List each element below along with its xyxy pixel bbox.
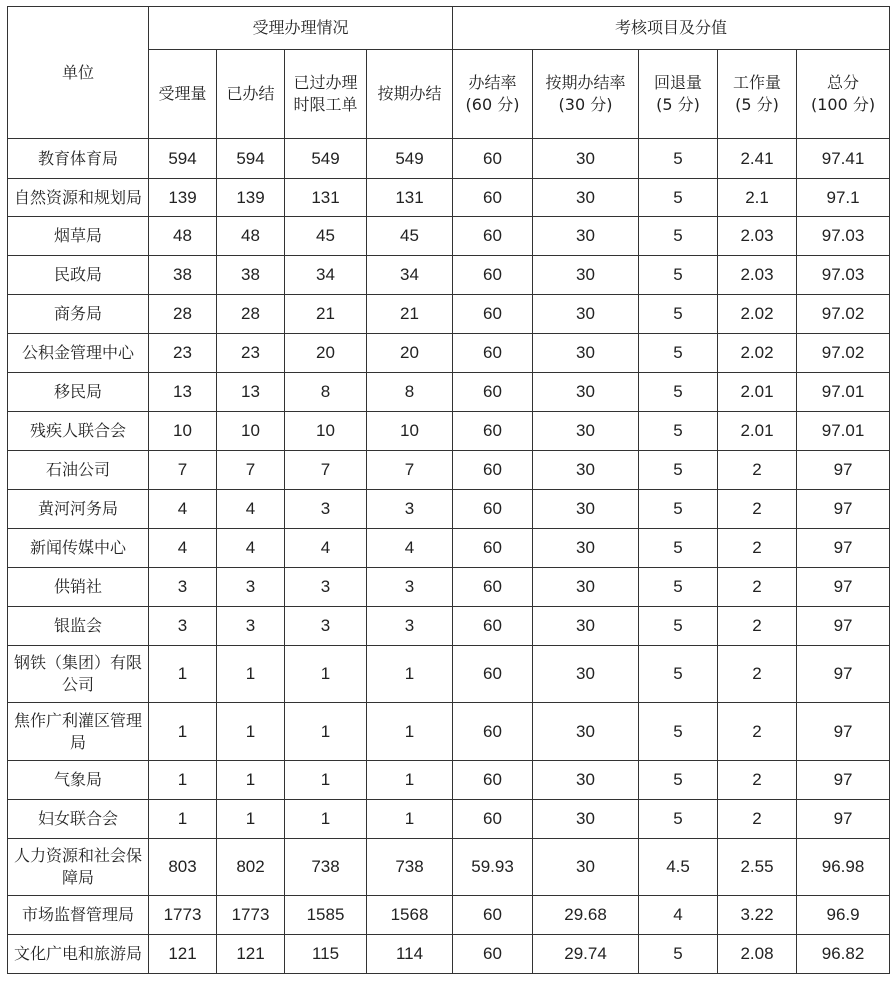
value-cell: 2 — [718, 568, 797, 607]
value-cell: 13 — [149, 373, 217, 412]
value-cell: 2.02 — [718, 295, 797, 334]
value-cell: 97.01 — [797, 373, 890, 412]
value-cell: 30 — [533, 412, 639, 451]
value-cell: 1 — [149, 703, 217, 761]
unit-cell: 焦作广利灌区管理局 — [8, 703, 149, 761]
col-header: 工作量 (5 分) — [718, 50, 797, 139]
table-row — [8, 839, 890, 896]
value-cell: 121 — [217, 935, 285, 974]
value-cell: 738 — [367, 839, 453, 896]
value-cell: 5 — [639, 935, 718, 974]
value-cell: 802 — [217, 839, 285, 896]
col-header: 总分 (100 分) — [797, 50, 890, 139]
value-cell: 97 — [797, 490, 890, 529]
value-cell: 5 — [639, 529, 718, 568]
col-header: 办结率 (60 分) — [453, 50, 533, 139]
value-cell: 60 — [453, 490, 533, 529]
value-cell: 4 — [217, 529, 285, 568]
value-cell: 97.03 — [797, 217, 890, 256]
table-row — [8, 800, 890, 839]
value-cell: 803 — [149, 839, 217, 896]
table-row — [8, 451, 890, 490]
table-row — [8, 412, 890, 451]
value-cell: 28 — [217, 295, 285, 334]
value-cell: 45 — [285, 217, 367, 256]
value-cell: 2.01 — [718, 412, 797, 451]
value-cell: 1773 — [217, 896, 285, 935]
value-cell: 10 — [217, 412, 285, 451]
unit-cell: 残疾人联合会 — [8, 412, 149, 451]
value-cell: 97 — [797, 568, 890, 607]
value-cell: 60 — [453, 139, 533, 179]
value-cell: 1 — [149, 646, 217, 703]
value-cell: 7 — [217, 451, 285, 490]
unit-cell: 文化广电和旅游局 — [8, 935, 149, 974]
handling-group-header: 受理办理情况 — [149, 7, 453, 50]
value-cell: 115 — [285, 935, 367, 974]
value-cell: 60 — [453, 935, 533, 974]
value-cell: 5 — [639, 646, 718, 703]
value-cell: 2.41 — [718, 139, 797, 179]
value-cell: 139 — [149, 179, 217, 217]
value-cell: 20 — [285, 334, 367, 373]
col-header: 已过办理 时限工单 — [285, 50, 367, 139]
value-cell: 3.22 — [718, 896, 797, 935]
value-cell: 60 — [453, 412, 533, 451]
unit-cell: 新闻传媒中心 — [8, 529, 149, 568]
value-cell: 3 — [217, 607, 285, 646]
value-cell: 30 — [533, 761, 639, 800]
assessment-group-header: 考核项目及分值 — [453, 7, 890, 50]
value-cell: 4 — [149, 529, 217, 568]
value-cell: 5 — [639, 490, 718, 529]
value-cell: 97.01 — [797, 412, 890, 451]
value-cell: 97.41 — [797, 139, 890, 179]
value-cell: 1773 — [149, 896, 217, 935]
table-row — [8, 179, 890, 217]
value-cell: 97 — [797, 646, 890, 703]
value-cell: 10 — [367, 412, 453, 451]
unit-cell: 移民局 — [8, 373, 149, 412]
value-cell: 23 — [217, 334, 285, 373]
value-cell: 23 — [149, 334, 217, 373]
value-cell: 2.02 — [718, 334, 797, 373]
value-cell: 60 — [453, 256, 533, 295]
value-cell: 5 — [639, 373, 718, 412]
value-cell: 60 — [453, 179, 533, 217]
value-cell: 30 — [533, 703, 639, 761]
value-cell: 549 — [285, 139, 367, 179]
unit-cell: 钢铁（集团）有限公司 — [8, 646, 149, 703]
unit-cell: 自然资源和规划局 — [8, 179, 149, 217]
value-cell: 45 — [367, 217, 453, 256]
value-cell: 60 — [453, 703, 533, 761]
value-cell: 1 — [285, 761, 367, 800]
value-cell: 38 — [149, 256, 217, 295]
value-cell: 60 — [453, 295, 533, 334]
value-cell: 97 — [797, 800, 890, 839]
value-cell: 3 — [149, 568, 217, 607]
value-cell: 60 — [453, 761, 533, 800]
value-cell: 4 — [285, 529, 367, 568]
value-cell: 3 — [367, 490, 453, 529]
unit-cell: 公积金管理中心 — [8, 334, 149, 373]
score-table — [7, 6, 890, 974]
value-cell: 21 — [367, 295, 453, 334]
value-cell: 4 — [367, 529, 453, 568]
value-cell: 8 — [367, 373, 453, 412]
table-row — [8, 568, 890, 607]
value-cell: 30 — [533, 217, 639, 256]
value-cell: 60 — [453, 646, 533, 703]
col-header: 回退量 (5 分) — [639, 50, 718, 139]
value-cell: 2 — [718, 490, 797, 529]
value-cell: 2.03 — [718, 256, 797, 295]
value-cell: 3 — [285, 607, 367, 646]
col-header: 受理量 — [149, 50, 217, 139]
value-cell: 1585 — [285, 896, 367, 935]
value-cell: 13 — [217, 373, 285, 412]
value-cell: 1 — [217, 800, 285, 839]
col-header: 已办结 — [217, 50, 285, 139]
table-row — [8, 935, 890, 974]
value-cell: 30 — [533, 607, 639, 646]
value-cell: 3 — [149, 607, 217, 646]
table-row — [8, 529, 890, 568]
value-cell: 97.02 — [797, 334, 890, 373]
value-cell: 1 — [217, 646, 285, 703]
value-cell: 2 — [718, 761, 797, 800]
value-cell: 97 — [797, 529, 890, 568]
value-cell: 1 — [217, 761, 285, 800]
table-row — [8, 295, 890, 334]
value-cell: 30 — [533, 568, 639, 607]
value-cell: 5 — [639, 761, 718, 800]
unit-cell: 气象局 — [8, 761, 149, 800]
value-cell: 97 — [797, 703, 890, 761]
value-cell: 10 — [285, 412, 367, 451]
value-cell: 21 — [285, 295, 367, 334]
value-cell: 4 — [217, 490, 285, 529]
value-cell: 60 — [453, 529, 533, 568]
value-cell: 96.98 — [797, 839, 890, 896]
col-header: 按期办结 — [367, 50, 453, 139]
unit-cell: 石油公司 — [8, 451, 149, 490]
value-cell: 7 — [367, 451, 453, 490]
value-cell: 1 — [367, 703, 453, 761]
value-cell: 20 — [367, 334, 453, 373]
value-cell: 30 — [533, 529, 639, 568]
value-cell: 549 — [367, 139, 453, 179]
value-cell: 1 — [367, 800, 453, 839]
value-cell: 30 — [533, 373, 639, 412]
value-cell: 60 — [453, 607, 533, 646]
value-cell: 5 — [639, 295, 718, 334]
value-cell: 7 — [149, 451, 217, 490]
table-header — [8, 7, 890, 139]
value-cell: 97 — [797, 451, 890, 490]
value-cell: 5 — [639, 256, 718, 295]
value-cell: 139 — [217, 179, 285, 217]
table-row — [8, 896, 890, 935]
value-cell: 1 — [367, 646, 453, 703]
col-header: 按期办结率 (30 分) — [533, 50, 639, 139]
unit-header: 单位 — [8, 7, 149, 139]
value-cell: 29.74 — [533, 935, 639, 974]
value-cell: 114 — [367, 935, 453, 974]
value-cell: 5 — [639, 139, 718, 179]
value-cell: 2 — [718, 607, 797, 646]
value-cell: 7 — [285, 451, 367, 490]
unit-cell: 黄河河务局 — [8, 490, 149, 529]
value-cell: 3 — [285, 568, 367, 607]
value-cell: 1 — [149, 761, 217, 800]
value-cell: 30 — [533, 646, 639, 703]
value-cell: 4.5 — [639, 839, 718, 896]
value-cell: 10 — [149, 412, 217, 451]
value-cell: 60 — [453, 568, 533, 607]
value-cell: 2.01 — [718, 373, 797, 412]
value-cell: 60 — [453, 334, 533, 373]
value-cell: 60 — [453, 373, 533, 412]
value-cell: 38 — [217, 256, 285, 295]
value-cell: 30 — [533, 334, 639, 373]
value-cell: 97.1 — [797, 179, 890, 217]
value-cell: 28 — [149, 295, 217, 334]
value-cell: 1 — [367, 761, 453, 800]
value-cell: 594 — [149, 139, 217, 179]
value-cell: 3 — [285, 490, 367, 529]
unit-cell: 市场监督管理局 — [8, 896, 149, 935]
unit-cell: 民政局 — [8, 256, 149, 295]
value-cell: 60 — [453, 896, 533, 935]
value-cell: 34 — [367, 256, 453, 295]
value-cell: 131 — [285, 179, 367, 217]
value-cell: 2 — [718, 529, 797, 568]
value-cell: 2.03 — [718, 217, 797, 256]
unit-cell: 教育体育局 — [8, 139, 149, 179]
value-cell: 2 — [718, 451, 797, 490]
value-cell: 594 — [217, 139, 285, 179]
unit-cell: 烟草局 — [8, 217, 149, 256]
value-cell: 2.08 — [718, 935, 797, 974]
value-cell: 30 — [533, 490, 639, 529]
value-cell: 131 — [367, 179, 453, 217]
value-cell: 1 — [217, 703, 285, 761]
value-cell: 48 — [217, 217, 285, 256]
table-row — [8, 217, 890, 256]
value-cell: 2 — [718, 646, 797, 703]
value-cell: 97 — [797, 607, 890, 646]
value-cell: 2.55 — [718, 839, 797, 896]
value-cell: 5 — [639, 568, 718, 607]
table-row — [8, 646, 890, 703]
value-cell: 3 — [367, 607, 453, 646]
table-row — [8, 256, 890, 295]
value-cell: 5 — [639, 451, 718, 490]
value-cell: 96.9 — [797, 896, 890, 935]
value-cell: 5 — [639, 179, 718, 217]
value-cell: 34 — [285, 256, 367, 295]
value-cell: 5 — [639, 703, 718, 761]
value-cell: 5 — [639, 217, 718, 256]
unit-cell: 人力资源和社会保障局 — [8, 839, 149, 896]
value-cell: 30 — [533, 839, 639, 896]
value-cell: 4 — [149, 490, 217, 529]
value-cell: 3 — [217, 568, 285, 607]
value-cell: 2.1 — [718, 179, 797, 217]
table-row — [8, 703, 890, 761]
value-cell: 60 — [453, 217, 533, 256]
value-cell: 1568 — [367, 896, 453, 935]
value-cell: 2 — [718, 800, 797, 839]
value-cell: 48 — [149, 217, 217, 256]
value-cell: 4 — [639, 896, 718, 935]
table-body — [8, 139, 890, 974]
value-cell: 5 — [639, 800, 718, 839]
table-row — [8, 761, 890, 800]
value-cell: 1 — [285, 703, 367, 761]
value-cell: 97 — [797, 761, 890, 800]
unit-cell: 妇女联合会 — [8, 800, 149, 839]
value-cell: 59.93 — [453, 839, 533, 896]
unit-cell: 银监会 — [8, 607, 149, 646]
value-cell: 30 — [533, 256, 639, 295]
value-cell: 738 — [285, 839, 367, 896]
value-cell: 3 — [367, 568, 453, 607]
value-cell: 5 — [639, 607, 718, 646]
value-cell: 30 — [533, 800, 639, 839]
table-row — [8, 139, 890, 179]
value-cell: 8 — [285, 373, 367, 412]
value-cell: 29.68 — [533, 896, 639, 935]
value-cell: 30 — [533, 179, 639, 217]
unit-cell: 供销社 — [8, 568, 149, 607]
value-cell: 30 — [533, 139, 639, 179]
value-cell: 97.03 — [797, 256, 890, 295]
value-cell: 60 — [453, 451, 533, 490]
table-row — [8, 373, 890, 412]
value-cell: 97.02 — [797, 295, 890, 334]
table-row — [8, 607, 890, 646]
table-row — [8, 334, 890, 373]
value-cell: 30 — [533, 295, 639, 334]
value-cell: 121 — [149, 935, 217, 974]
value-cell: 2 — [718, 703, 797, 761]
value-cell: 1 — [149, 800, 217, 839]
value-cell: 60 — [453, 800, 533, 839]
value-cell: 1 — [285, 800, 367, 839]
value-cell: 5 — [639, 334, 718, 373]
table-row — [8, 490, 890, 529]
value-cell: 5 — [639, 412, 718, 451]
value-cell: 96.82 — [797, 935, 890, 974]
unit-cell: 商务局 — [8, 295, 149, 334]
value-cell: 1 — [285, 646, 367, 703]
value-cell: 30 — [533, 451, 639, 490]
